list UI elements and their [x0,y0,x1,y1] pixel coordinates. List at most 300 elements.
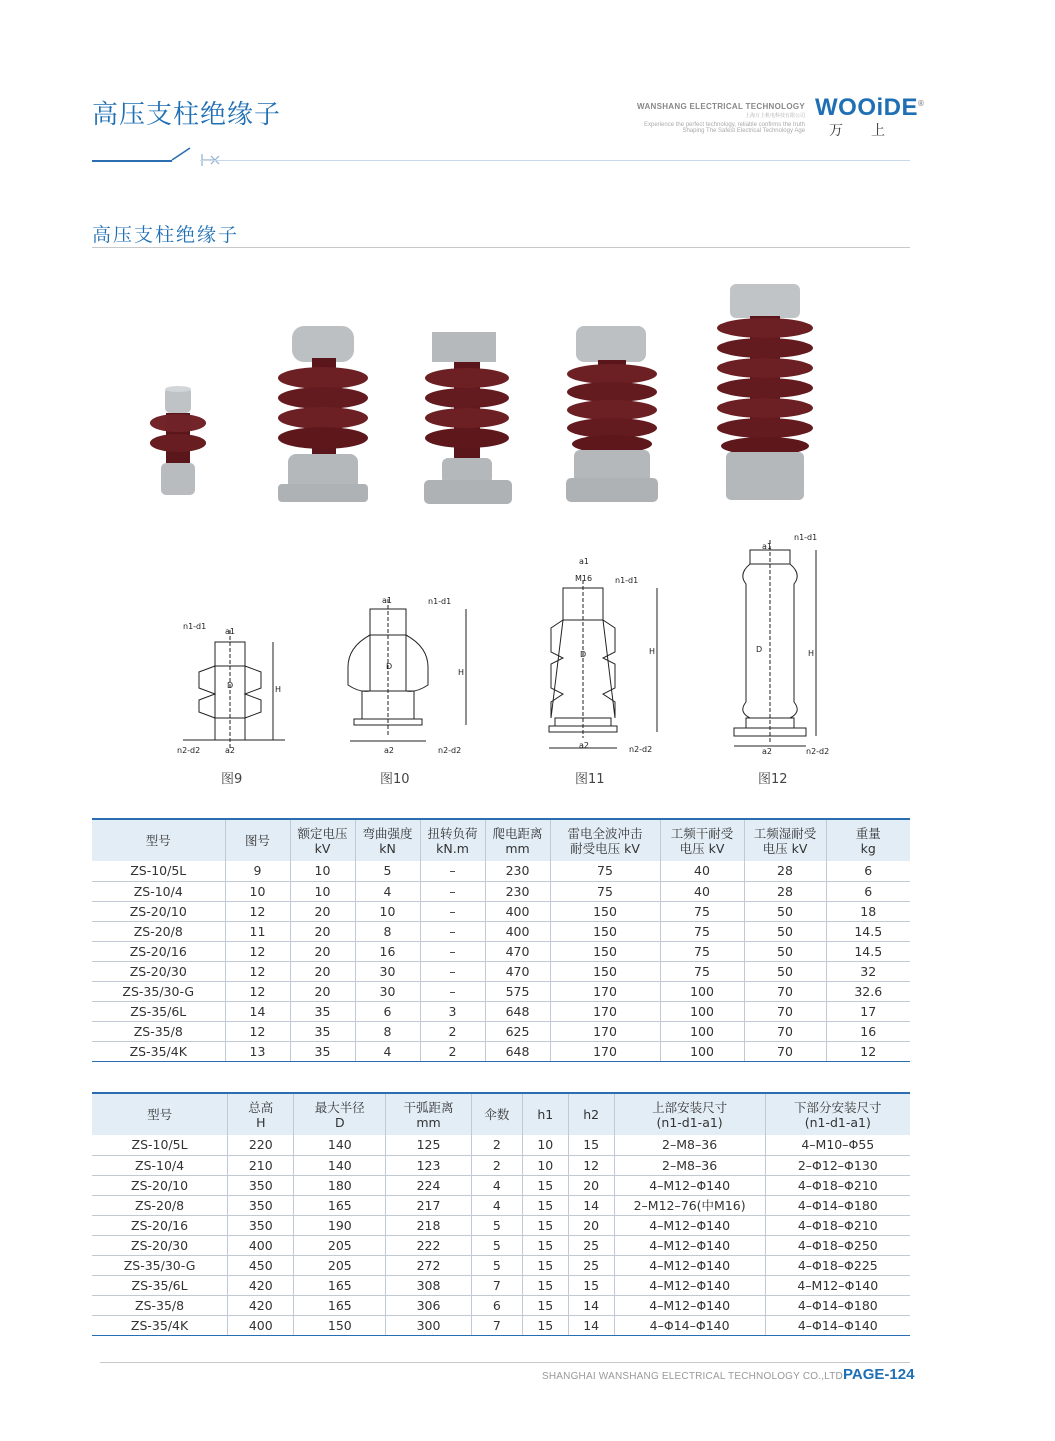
table-cell: 10 [225,881,290,901]
table-cell: 35 [290,1001,355,1021]
table-cell: 75 [550,861,660,881]
model-cell: ZS-35/8 [92,1021,225,1041]
table-cell: 30 [355,961,420,981]
table-cell: 5 [471,1235,522,1255]
table-cell: 350 [228,1215,294,1235]
table-cell: 230 [485,881,550,901]
table-cell: 4–M12–Φ140 [614,1255,765,1275]
column-header-label: 工频干耐受 [670,825,734,841]
spec-table-dimensions [92,1092,910,1336]
table-cell: 32.6 [826,981,910,1001]
label-D: D [227,681,234,690]
model-cell: ZS-35/30-G [92,1255,228,1275]
table-cell: 14.5 [826,921,910,941]
table-cell: 205 [294,1255,386,1275]
table-cell: 14 [568,1295,614,1315]
model-cell: ZS-20/30 [92,1235,228,1255]
table-row [92,921,910,941]
table-cell: – [420,981,485,1001]
label-a2: a2 [579,741,589,750]
table-cell: 15 [568,1135,614,1155]
registered-mark: ® [918,99,925,108]
table-cell: 16 [826,1021,910,1041]
table-cell: 2 [420,1021,485,1041]
column-header-label: h2 [583,1107,600,1122]
column-header [225,819,290,861]
label-n1d1: n1-d1 [794,533,818,542]
figure-caption-10: 图10 [380,772,410,787]
table-cell: 470 [485,961,550,981]
column-header-label: 弯曲强度 [362,825,413,841]
label-H: H [275,685,282,694]
column-header [228,1093,294,1135]
table-cell: 7 [471,1315,522,1335]
table-cell: 18 [826,901,910,921]
table-cell: 4–M12–Φ140 [614,1175,765,1195]
slogan-line-2: Shaping The Safest Electrical Technology Age [682,128,805,134]
table-cell: 400 [485,901,550,921]
table-cell: 16 [355,941,420,961]
drawing-fig12 [720,532,840,762]
column-header-label: 总高 [248,1099,274,1115]
footer-company: SHANGHAI WANSHANG ELECTRICAL TECHNOLOGY CO.,LTD [542,1371,843,1382]
table-cell: 140 [294,1135,386,1155]
column-header-unit: mm [416,1114,441,1130]
column-header-unit: 电压 kV [679,840,725,856]
column-header-label: 上部安装尺寸 [652,1099,728,1115]
column-header-label: 额定电压 [297,825,348,841]
table-cell: 4 [355,881,420,901]
table-cell: 20 [290,901,355,921]
table-cell: 4–Φ14–Φ140 [765,1315,910,1335]
table-cell: 180 [294,1175,386,1195]
label-a1: a1 [579,557,589,566]
table-cell: 140 [294,1155,386,1175]
table-cell: 32 [826,961,910,981]
column-header-unit: kN [379,840,396,856]
label-n1d1: n1-d1 [428,597,452,606]
table-cell: – [420,861,485,881]
table-cell: 20 [290,961,355,981]
table-cell: 75 [660,941,744,961]
table-cell: 400 [485,921,550,941]
label-a2: a2 [384,746,394,755]
table-cell: 11 [225,921,290,941]
table-row [92,941,910,961]
table-row [92,881,910,901]
table-cell: 5 [355,861,420,881]
table-cell: 7 [471,1275,522,1295]
table-cell: 100 [660,981,744,1001]
model-cell: ZS-20/8 [92,921,225,941]
model-cell: ZS-20/8 [92,1195,228,1215]
table-cell: 6 [355,1001,420,1021]
table-row [92,1255,910,1275]
table-cell: 12 [225,901,290,921]
column-header-label: 图号 [244,833,270,848]
table-cell: 28 [744,861,826,881]
table-cell: 6 [826,861,910,881]
label-H: H [458,668,465,677]
label-a1: a1 [762,542,772,551]
column-header-label: 扭转负荷 [427,825,478,841]
column-header-unit: kV [314,840,331,856]
label-a1: a1 [382,596,392,605]
table-cell: – [420,941,485,961]
column-header [471,1093,522,1135]
column-header [765,1093,910,1135]
table-cell: 10 [522,1135,568,1155]
column-header [420,819,485,861]
label-a2: a2 [762,747,772,756]
table-cell: 420 [228,1295,294,1315]
company-name-en: WANSHANG ELECTRICAL TECHNOLOGY [637,102,805,111]
table-row [92,861,910,881]
table-cell: 70 [744,981,826,1001]
table-cell: 75 [660,901,744,921]
table-cell: 470 [485,941,550,961]
table-cell: – [420,961,485,981]
table-cell: 9 [225,861,290,881]
column-header-label: 伞数 [484,1107,510,1122]
table-cell: 15 [568,1275,614,1295]
table-row [92,1001,910,1021]
label-D: D [580,650,587,659]
table-cell: 75 [660,921,744,941]
table-cell: 4 [471,1175,522,1195]
table-cell: 15 [522,1195,568,1215]
column-header-unit: kg [860,840,876,856]
table-cell: 10 [290,861,355,881]
table-cell: 210 [228,1155,294,1175]
label-a1: a1 [225,627,235,636]
table-row [92,1041,910,1061]
label-M16: M16 [575,574,593,583]
table-cell: 6 [826,881,910,901]
column-header-unit: kN.m [436,840,469,856]
switch-symbol-icon [170,144,230,168]
table-cell: 4–Φ18–Φ250 [765,1235,910,1255]
table-row [92,1021,910,1041]
label-n2d2: n2-d2 [438,746,462,755]
insulator-photo-1 [148,385,208,500]
model-cell: ZS-35/30-G [92,981,225,1001]
page-title: 高压支柱绝缘子 [92,100,282,130]
table-cell: 5 [471,1255,522,1275]
table-row [92,1175,910,1195]
table-cell: 50 [744,961,826,981]
table-cell: 20 [290,921,355,941]
table-row [92,1195,910,1215]
table-cell: 14 [568,1195,614,1215]
insulator-photo-2 [276,322,371,507]
table-cell: 150 [550,941,660,961]
table-cell: 12 [826,1041,910,1061]
page-number: PAGE-124 [843,1366,915,1383]
table-cell: 12 [568,1155,614,1175]
table-cell: 20 [290,981,355,1001]
column-header-unit: (n1-d1-a1) [804,1114,871,1130]
drawing-fig9 [175,620,295,760]
column-header [485,819,550,861]
column-header-label: 爬电距离 [492,825,543,841]
table-cell: 4–M12–Φ140 [614,1275,765,1295]
table-cell: 150 [550,921,660,941]
model-cell: ZS-35/4K [92,1041,225,1061]
table-cell: 125 [386,1135,472,1155]
insulator-photo-5 [712,282,817,504]
table-cell: 308 [386,1275,472,1295]
label-H: H [649,647,656,656]
figure-caption-11: 图11 [575,772,605,787]
table-cell: 70 [744,1001,826,1021]
model-cell: ZS-20/30 [92,961,225,981]
column-header-label: 型号 [147,1107,173,1122]
table-cell: 100 [660,1021,744,1041]
column-header [660,819,744,861]
model-cell: ZS-20/16 [92,1215,228,1235]
table-cell: 648 [485,1041,550,1061]
header-rule-left [92,160,172,162]
table-cell: 4–Φ14–Φ140 [614,1315,765,1335]
section-rule [92,247,910,248]
table-cell: 123 [386,1155,472,1175]
table-cell: 400 [228,1235,294,1255]
table-cell: 170 [550,1041,660,1061]
table-cell: 217 [386,1195,472,1215]
table-cell: 13 [225,1041,290,1061]
table-cell: 15 [522,1175,568,1195]
table-cell: 25 [568,1235,614,1255]
column-header [568,1093,614,1135]
column-header [744,819,826,861]
table-cell: 25 [568,1255,614,1275]
table-cell: 15 [522,1235,568,1255]
table-cell: 6 [471,1295,522,1315]
table-cell: 10 [355,901,420,921]
column-header-unit: 电压 kV [762,840,808,856]
table-cell: 70 [744,1021,826,1041]
table-cell: 350 [228,1195,294,1215]
table-cell: 4–M12–Φ140 [614,1235,765,1255]
table-cell: 450 [228,1255,294,1275]
model-cell: ZS-35/4K [92,1315,228,1335]
table-cell: – [420,921,485,941]
table-cell: 20 [568,1215,614,1235]
column-header-unit: (n1-d1-a1) [656,1114,723,1130]
table-cell: 75 [660,961,744,981]
table-cell: 2 [420,1041,485,1061]
table-cell: 165 [294,1195,386,1215]
table-cell: 12 [225,1021,290,1041]
table-cell: 300 [386,1315,472,1335]
table-cell: 17 [826,1001,910,1021]
label-n1d1: n1-d1 [183,622,207,631]
column-header-label: 重量 [855,825,881,841]
table-cell: 575 [485,981,550,1001]
table-cell: 20 [568,1175,614,1195]
table-cell: 2 [471,1135,522,1155]
figure-caption-12: 图12 [758,772,788,787]
table-cell: – [420,901,485,921]
table-cell: 648 [485,1001,550,1021]
table-cell: 50 [744,941,826,961]
table-row [92,981,910,1001]
table-cell: 4–Φ14–Φ180 [765,1195,910,1215]
model-cell: ZS-35/6L [92,1001,225,1021]
table-cell: 170 [550,1001,660,1021]
table-cell: 14.5 [826,941,910,961]
table-cell: 5 [471,1215,522,1235]
table-cell: 15 [522,1215,568,1235]
model-cell: ZS-20/16 [92,941,225,961]
table-cell: 14 [568,1315,614,1335]
brand-logo [815,94,924,140]
table-cell: 4 [471,1195,522,1215]
table-cell: 75 [550,881,660,901]
table-cell: 150 [550,901,660,921]
table-cell: 205 [294,1235,386,1255]
header-rule [200,160,910,161]
drawing-fig11 [535,552,675,762]
table-cell: – [420,881,485,901]
table-cell: 170 [550,981,660,1001]
table-cell: 4–Φ18–Φ210 [765,1175,910,1195]
table-cell: 400 [228,1315,294,1335]
table-cell: 30 [355,981,420,1001]
column-header [92,1093,228,1135]
table-cell: 8 [355,921,420,941]
model-cell: ZS-10/5L [92,1135,228,1155]
insulator-photo-4 [562,322,662,507]
column-header-unit: 耐受电压 kV [570,840,640,856]
table-cell: 8 [355,1021,420,1041]
label-a2: a2 [225,746,235,755]
table-cell: 15 [522,1295,568,1315]
footer-rule [100,1362,910,1363]
table-cell: 28 [744,881,826,901]
table-cell: 150 [550,961,660,981]
table-cell: 100 [660,1001,744,1021]
table-cell: 190 [294,1215,386,1235]
table-cell: 350 [228,1175,294,1195]
column-header [614,1093,765,1135]
table-cell: 14 [225,1001,290,1021]
table-cell: 218 [386,1215,472,1235]
spec-table-electrical [92,818,910,1062]
table-cell: 20 [290,941,355,961]
model-cell: ZS-10/5L [92,861,225,881]
table-cell: 35 [290,1041,355,1061]
table-cell: 165 [294,1295,386,1315]
drawing-fig10 [340,595,480,760]
column-header [826,819,910,861]
label-n2d2: n2-d2 [629,745,653,754]
table-row [92,1155,910,1175]
column-header-unit: H [256,1114,266,1130]
table-cell: 4–M12–Φ140 [614,1215,765,1235]
column-header-label: 雷电全波冲击 [567,825,643,841]
table-cell: 2–M8–36 [614,1135,765,1155]
table-cell: 420 [228,1275,294,1295]
table-cell: 222 [386,1235,472,1255]
column-header [290,819,355,861]
table-cell: 12 [225,961,290,981]
table-cell: 50 [744,921,826,941]
column-header-unit: D [334,1114,345,1130]
logo-cn: 万上 [829,123,913,139]
table-row [92,1295,910,1315]
table-cell: 10 [290,881,355,901]
model-cell: ZS-10/4 [92,1155,228,1175]
table-cell: 625 [485,1021,550,1041]
table-cell: 170 [550,1021,660,1041]
table-cell: 224 [386,1175,472,1195]
table-cell: 2 [471,1155,522,1175]
table-row [92,901,910,921]
table-cell: 2–M8–36 [614,1155,765,1175]
table-cell: 35 [290,1021,355,1041]
table-cell: 230 [485,861,550,881]
table-row [92,1215,910,1235]
label-n2d2: n2-d2 [806,747,830,756]
table-cell: 272 [386,1255,472,1275]
table-cell: 2–M12–76(中M16) [614,1195,765,1215]
table-cell: 4 [355,1041,420,1061]
table-cell: 4–Φ14–Φ180 [765,1295,910,1315]
column-header-unit: mm [505,840,530,856]
model-cell: ZS-35/6L [92,1275,228,1295]
label-D: D [386,662,393,671]
column-header-label: 型号 [145,833,171,848]
label-D: D [756,645,763,654]
table-cell: 40 [660,881,744,901]
column-header-label: 最大半径 [314,1099,365,1115]
label-H: H [808,649,815,658]
company-tagline [637,102,805,134]
model-cell: ZS-35/8 [92,1295,228,1315]
column-header [386,1093,472,1135]
table-cell: 15 [522,1255,568,1275]
table-cell: 15 [522,1275,568,1295]
model-cell: ZS-20/10 [92,1175,228,1195]
column-header [355,819,420,861]
figure-caption-9: 图9 [221,772,243,787]
table-cell: 150 [294,1315,386,1335]
table-cell: 3 [420,1001,485,1021]
table-cell: 4–M12–Φ140 [614,1295,765,1315]
table-cell: 4–M10–Φ55 [765,1135,910,1155]
model-cell: ZS-20/10 [92,901,225,921]
column-header [550,819,660,861]
table-cell: 100 [660,1041,744,1061]
table-row [92,1275,910,1295]
column-header [522,1093,568,1135]
table-cell: 12 [225,981,290,1001]
table-cell: 4–Φ18–Φ210 [765,1215,910,1235]
slogan-line-1: Experience the perfect technology, reliable confirms the truth [644,122,805,128]
table-cell: 165 [294,1275,386,1295]
table-cell: 40 [660,861,744,881]
table-row [92,1235,910,1255]
logo-text: WOOiDE [815,94,918,121]
model-cell: ZS-10/4 [92,881,225,901]
label-n2d2: n2-d2 [177,746,201,755]
label-n1d1: n1-d1 [615,576,639,585]
insulator-photo-3 [420,330,515,508]
table-cell: 4–M12–Φ140 [765,1275,910,1295]
table-cell: 4–Φ18–Φ225 [765,1255,910,1275]
